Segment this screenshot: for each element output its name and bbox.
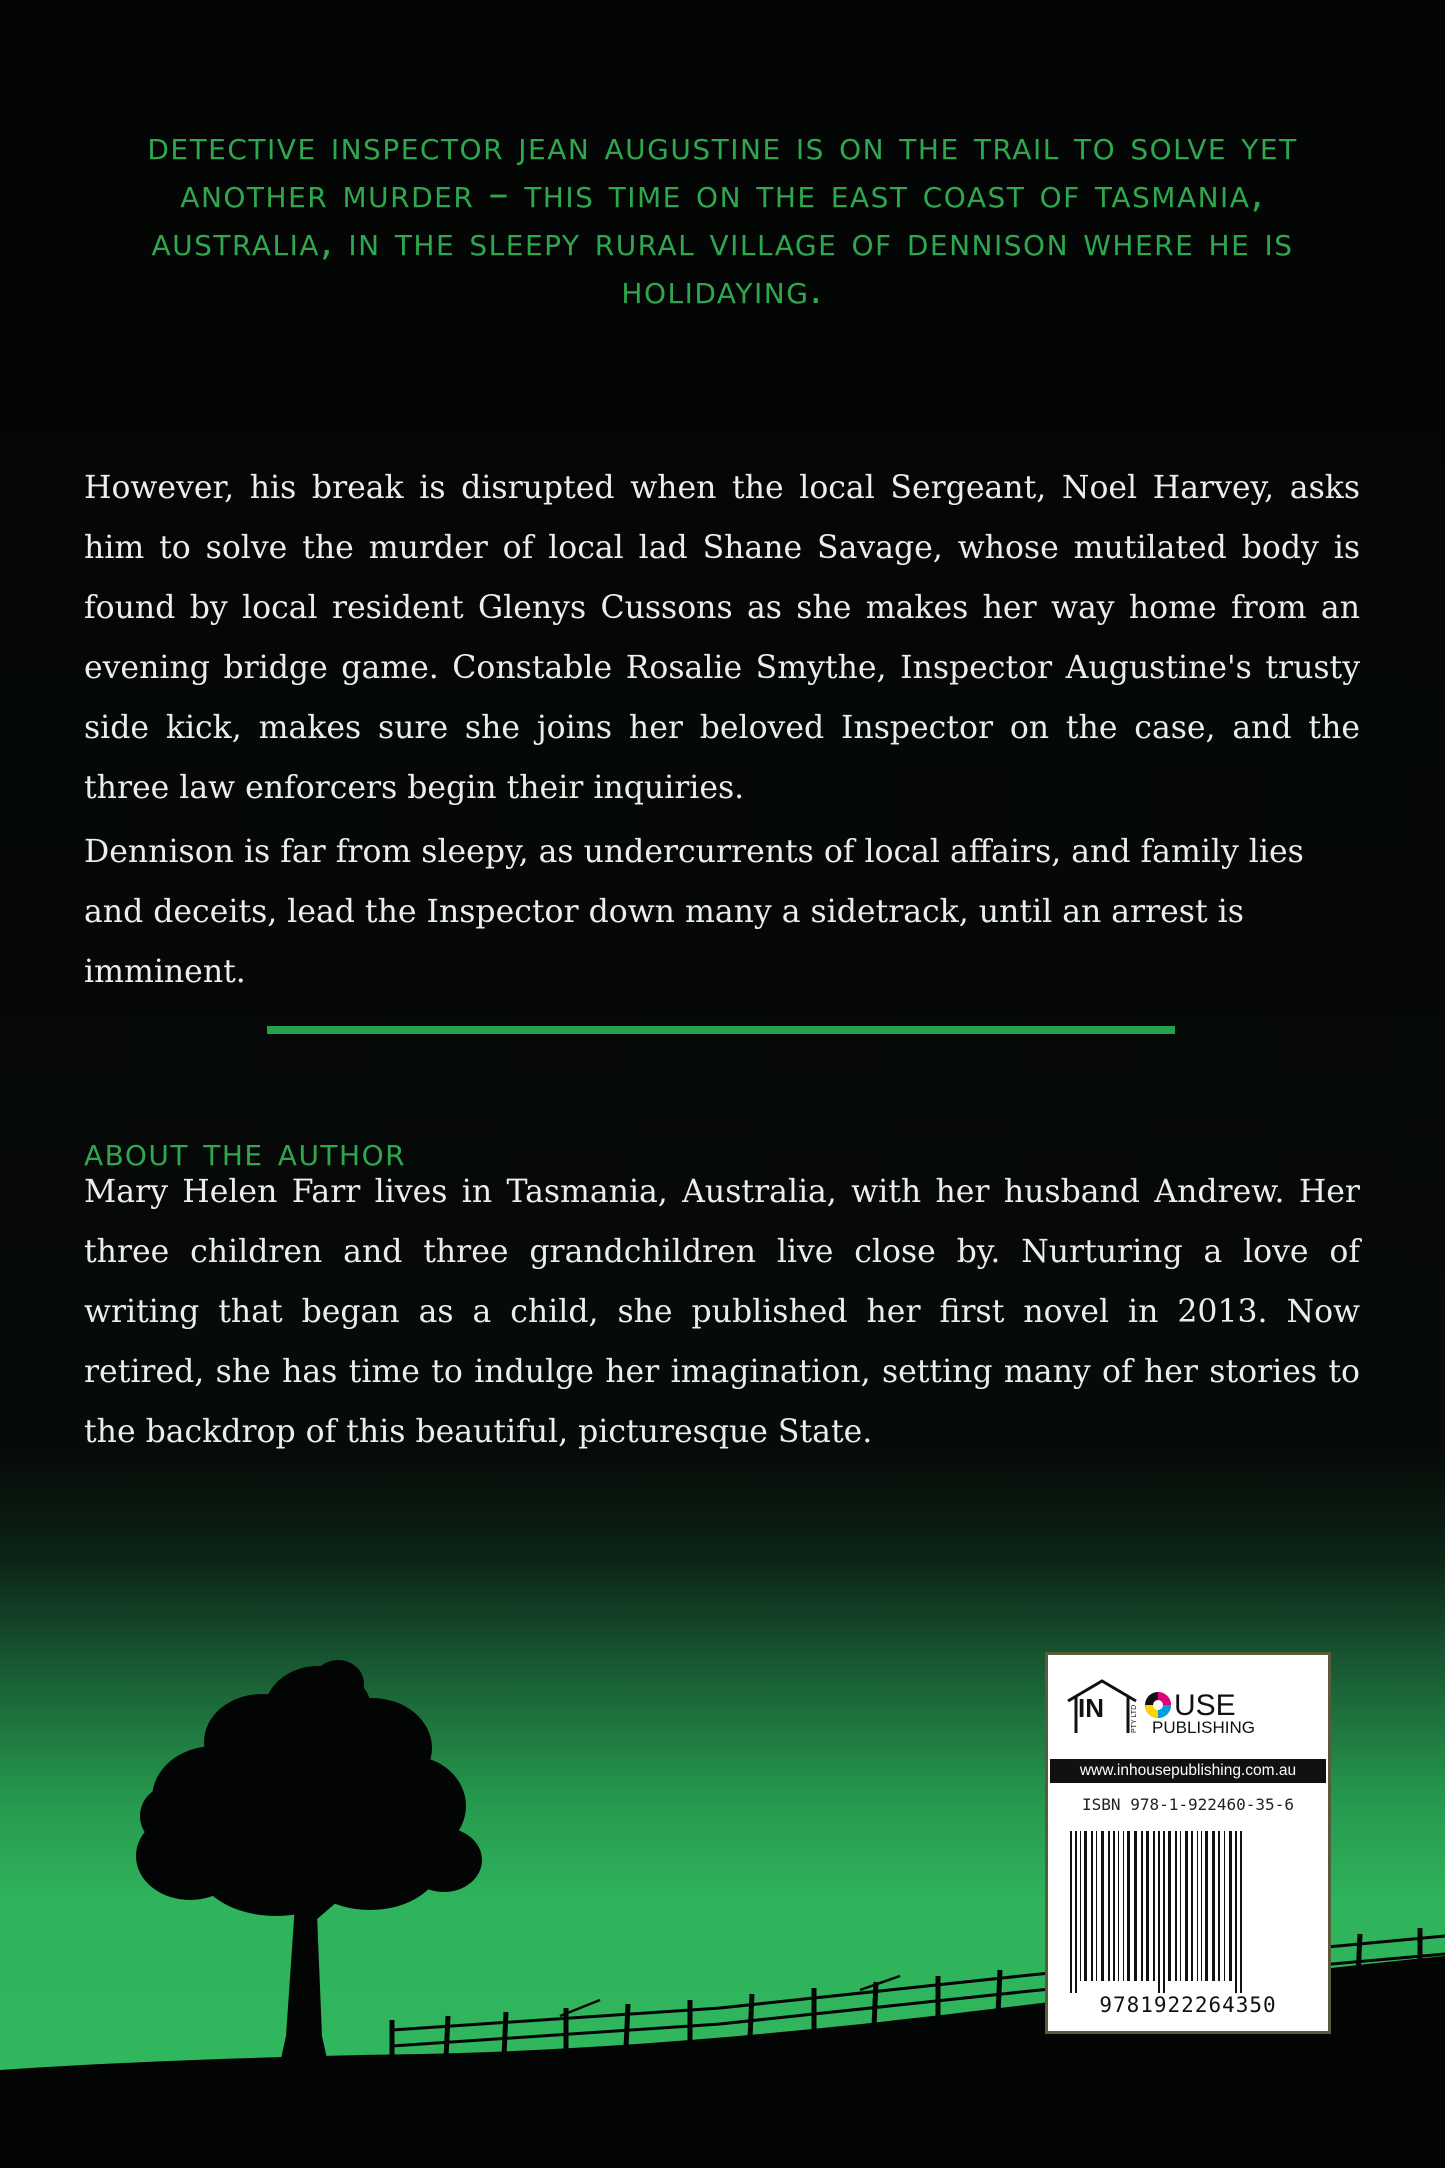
barcode-bar [1096,1831,1097,1981]
barcode-guard-bar [1070,1831,1072,1993]
barcode-bar [1084,1831,1087,1981]
publisher-url: www.inhousepublishing.com.au [1050,1759,1326,1783]
barcode-bar [1175,1831,1177,1981]
barcode-bar [1180,1831,1181,1981]
barcode-bar [1091,1831,1093,1981]
barcode-guard-bar [1235,1831,1237,1993]
barcode-bar [1101,1831,1104,1981]
inhouse-publishing-logo [1062,1675,1320,1735]
barcode [1068,1831,1310,1993]
about-author-text: Mary Helen Farr lives in Tasmania, Australia, with her husband Andrew. Her three children and three grandchildren live close by. Nurturing a love of writing that began as a child, she published her first novel in 2013. Now retired, she has time to indulge her imagination, setting many of her stories to the backdrop of this beautiful, picturesque State. [84,1174,1360,1450]
barcode-bar [1168,1831,1171,1981]
section-divider [267,1026,1175,1034]
barcode-bar [1134,1831,1137,1981]
blurb-paragraph-1: However, his break is disrupted when the local Sergeant, Noel Harvey, asks him to solve the murder of local lad Shane Savage, whose mutilated body is found by local resident Glenys Cussons as she makes her way home from an evening bridge game. Constable Rosalie Smythe, Inspector Augustine's trusty side kick, makes sure she joins her beloved Inspector on the case, and the three law enforcers begin their inquiries. [84,470,1360,806]
barcode-bar [1141,1831,1143,1981]
tree-silhouette [136,1660,482,2072]
isbn-number: ISBN 978-1-922460-35-6 [1082,1795,1294,1814]
barcode-bar [1080,1831,1081,1981]
barcode-bar [1185,1831,1188,1981]
barcode-bar [1201,1831,1202,1981]
barcode-bar [1113,1831,1115,1981]
barcode-guard-bar [1163,1831,1165,1993]
barcode-bar [1108,1831,1110,1981]
logo-in-text: IN [1078,1693,1104,1723]
barcode-guard-bar [1240,1831,1242,1993]
logo-publishing-text: PUBLISHING [1152,1718,1255,1735]
publisher-barcode-box [1045,1652,1331,2034]
tagline: detective inspector jean augustine is on the trail to solve yet another murder – this time on the east coast of tasmania, australia, in the sleepy rural village of dennison where he is holidaying. [147,123,1298,313]
barcode-bar [1229,1831,1232,1981]
barcode-bar [1123,1831,1124,1981]
barcode-bar [1146,1831,1149,1981]
logo-pty-text: PTY LTD [1131,1704,1138,1733]
barcode-bar [1218,1831,1220,1981]
logo-house-text: USE [1174,1689,1236,1722]
barcode-bar [1118,1831,1119,1981]
barcode-bar [1191,1831,1193,1981]
barcode-bar [1153,1831,1155,1981]
barcode-guard-bar [1158,1831,1160,1993]
barcode-bar [1212,1831,1215,1981]
about-author-heading: about the author [84,1129,407,1175]
barcode-bar [1205,1831,1208,1981]
barcode-digits: 9781922264350 [1099,1993,1277,2017]
barcode-bar [1127,1831,1130,1981]
barcode-bar [1197,1831,1198,1981]
barcode-bar [1224,1831,1225,1981]
barcode-guard-bar [1075,1831,1077,1993]
blurb-paragraph-2: Dennison is far from sleepy, as undercurrents of local affairs, and family lies and deceits, lead the Inspector down many a sidetrack, until an arrest is imminent. [84,834,1304,990]
cmyk-circle-icon [1145,1692,1171,1718]
